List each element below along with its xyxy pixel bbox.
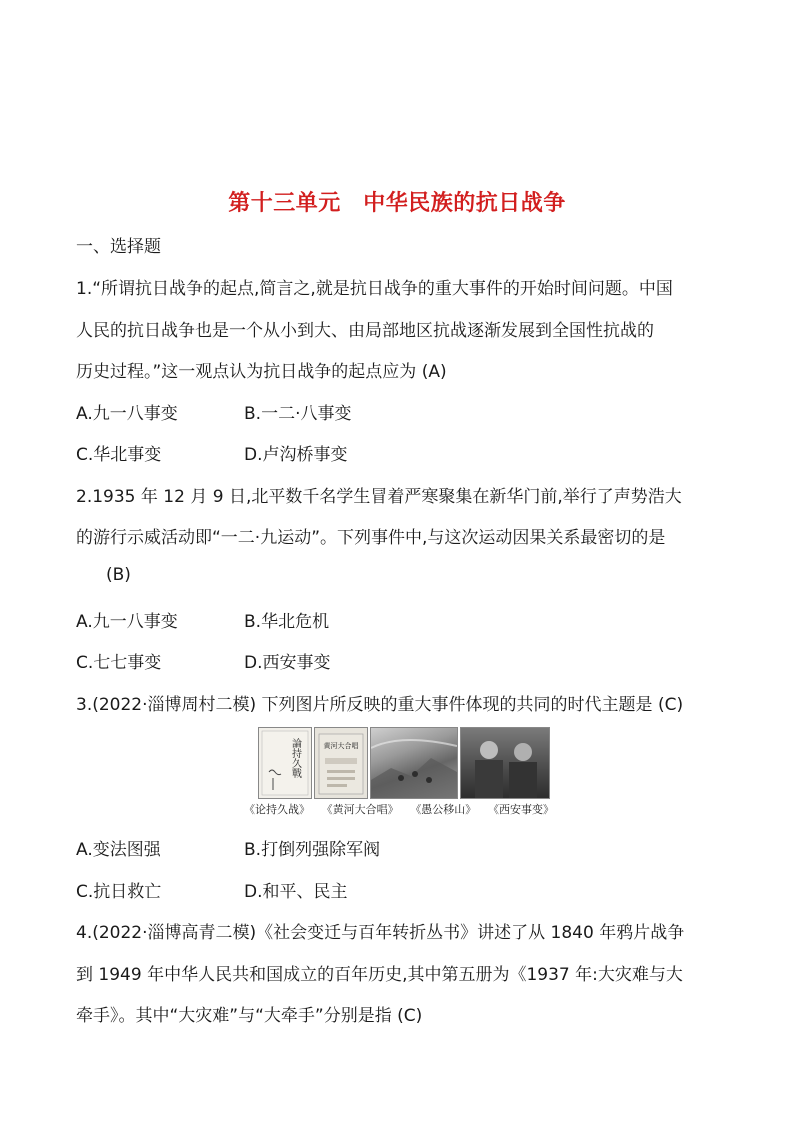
question-3-option-d: D.和平、民主	[244, 882, 348, 902]
question-1-line-3: 历史过程。”这一观点认为抗日战争的起点应为 (A)	[76, 362, 447, 382]
caption-2: 《黄河大合唱》	[321, 803, 399, 816]
question-1-line-1: 1.“所谓抗日战争的起点,简言之,就是抗日战争的重大事件的开始时间问题。中国	[76, 279, 673, 299]
figure-captions	[244, 801, 554, 817]
question-1-line-2: 人民的抗日战争也是一个从小到大、由局部地区抗战逐渐发展到全国性抗战的	[76, 321, 654, 341]
question-1-option-b: B.一二·八事变	[244, 404, 352, 424]
question-3-option-c: C.抗日救亡	[76, 882, 162, 902]
book-cover-art	[259, 728, 311, 798]
question-2-line-1: 2.1935 年 12 月 9 日,北平数千名学生冒着严寒聚集在新华门前,举行了声势浩大	[76, 487, 682, 507]
question-3-line-1: 3.(2022·淄博周村二模) 下列图片所反映的重大事件体现的共同的时代主题是 (C)	[76, 695, 684, 715]
question-2-option-c: C.七七事变	[76, 653, 162, 673]
caption-4: 《西安事变》	[487, 803, 554, 816]
question-2-option-a: A.九一八事变	[76, 612, 178, 632]
svg-text:論持久戰: 論持久戰	[289, 738, 301, 778]
page-title: 第十三单元 中华民族的抗日战争	[228, 191, 566, 216]
question-3-option-b: B.打倒列强除军阀	[244, 840, 381, 860]
question-3-option-a: A.变法图强	[76, 840, 161, 860]
caption-1: 《论持久战》	[244, 803, 310, 816]
question-1-option-c: C.华北事变	[76, 445, 162, 465]
question-2-option-d: D.西安事变	[244, 653, 331, 673]
book-cover-image	[258, 727, 312, 799]
section-heading: 一、选择题	[76, 237, 161, 257]
score-cover-art	[315, 728, 367, 798]
question-3-figure	[258, 727, 550, 797]
question-2-option-b: B.华北危机	[244, 612, 330, 632]
question-1-option-a: A.九一八事变	[76, 404, 178, 424]
historical-photo-art	[461, 728, 549, 798]
painting-image	[370, 727, 458, 799]
question-2-line-2: 的游行示威活动即“一二·九运动”。下列事件中,与这次运动因果关系最密切的是	[76, 528, 666, 548]
question-2-line-3: (B)	[106, 565, 131, 585]
historical-photo-image	[460, 727, 550, 799]
svg-text:黄河大合唱: 黄河大合唱	[323, 742, 359, 750]
score-cover-image	[314, 727, 368, 799]
question-4-line-2: 到 1949 年中华人民共和国成立的百年历史,其中第五册为《1937 年:大灾难与大	[76, 965, 683, 985]
painting-art	[371, 728, 457, 798]
question-4-line-1: 4.(2022·淄博高青二模)《社会变迁与百年转折丛书》讲述了从 1840 年鸦片战争	[76, 923, 685, 943]
caption-3: 《愚公移山》	[410, 803, 477, 816]
question-1-option-d: D.卢沟桥事变	[244, 445, 348, 465]
question-4-line-3: 牵手》。其中“大灾难”与“大牵手”分别是指 (C)	[76, 1006, 423, 1026]
